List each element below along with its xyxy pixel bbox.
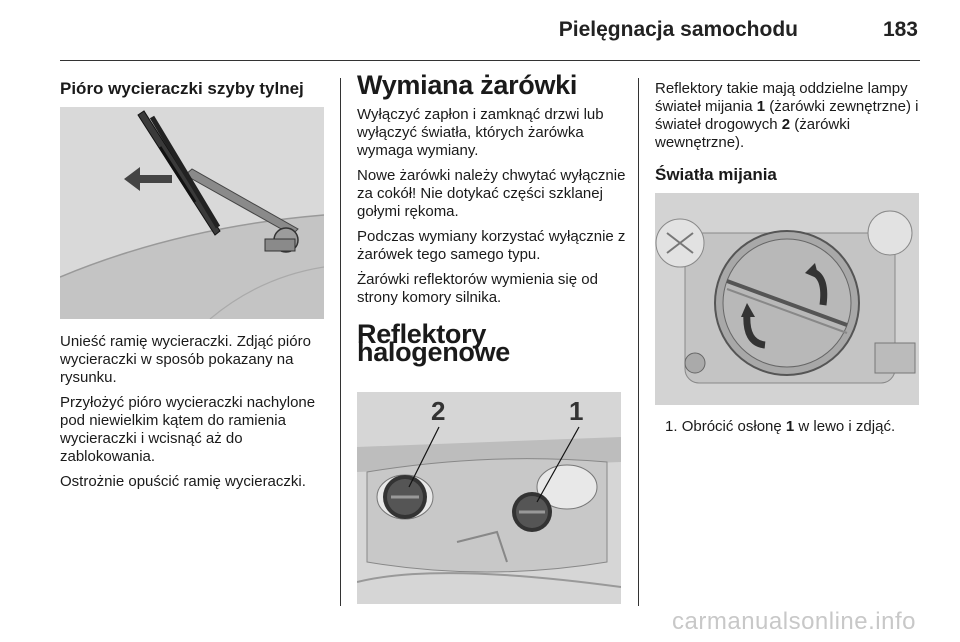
left-column-text [60, 333, 330, 498]
figure-label-2: 2 [431, 396, 446, 426]
ref-number: 2 [781, 116, 791, 133]
header-rule [60, 60, 920, 61]
paragraph: Żarówki reflektorów wymienia się od strony komory silnika. [357, 271, 598, 306]
section-heading-rear-wiper: Pióro wycieraczki szyby tylnej [60, 79, 304, 98]
text: Reflektory takie mają oddzielne lampy świateł mijania [655, 80, 908, 115]
watermark: carmanualsonline.info [672, 608, 916, 635]
dipped-beam-cap-illustration [655, 193, 919, 405]
step-1 [665, 418, 925, 436]
column-divider-left [340, 78, 341, 606]
paragraph: Przyłożyć pióro wycieraczki nachylone pod niewielkim kątem do ramienia wycieraczki i wcisnąć aż do zablokowania. [60, 394, 316, 465]
paragraph: Nowe żarówki należy chwytać wyłącznie za cokół! Nie dotykać części szklanej gołymi rękoma. [357, 167, 626, 220]
text: w lewo i zdjąć. [794, 418, 896, 435]
paragraph: Wyłączyć zapłon i zamknąć drzwi lub wyłączyć światła, których żarówka wymaga wymiany. [357, 106, 604, 159]
step-number: 1. [665, 418, 678, 435]
section-heading-bulb-replacement: Wymiana żarówki [357, 70, 578, 100]
text: (żarówki zewnętrzne) i świateł drogowych [655, 98, 919, 133]
right-column [655, 80, 921, 184]
text: (żarówki wewnętrzne). [655, 116, 851, 151]
paragraph-intro [655, 80, 921, 152]
running-header-title: Pielęgnacja samochodu [558, 18, 798, 41]
figure-label-1: 1 [569, 396, 584, 426]
section-heading-dipped-beam: Światła mijania [655, 165, 777, 184]
ref-number: 1 [756, 98, 766, 115]
section-heading-halogen-headlamps: Reflektory halogenowe [357, 319, 511, 367]
headlamp-bulbs-illustration [357, 392, 621, 604]
paragraph: Unieść ramię wycieraczki. Zdjąć pióro wycieraczki w sposób pokazany na rysunku. [60, 333, 311, 386]
wiper-blade-illustration [60, 107, 324, 319]
page-number: 183 [882, 18, 918, 41]
left-column [60, 80, 330, 98]
middle-column [357, 70, 629, 367]
column-divider-right [638, 78, 639, 606]
text: Obrócić osłonę [681, 418, 786, 435]
paragraph: Podczas wymiany korzystać wyłącznie z żarówek tego samego typu. [357, 228, 626, 263]
paragraph: Ostrożnie opuścić ramię wycieraczki. [60, 473, 306, 490]
ref-number: 1 [785, 418, 795, 435]
